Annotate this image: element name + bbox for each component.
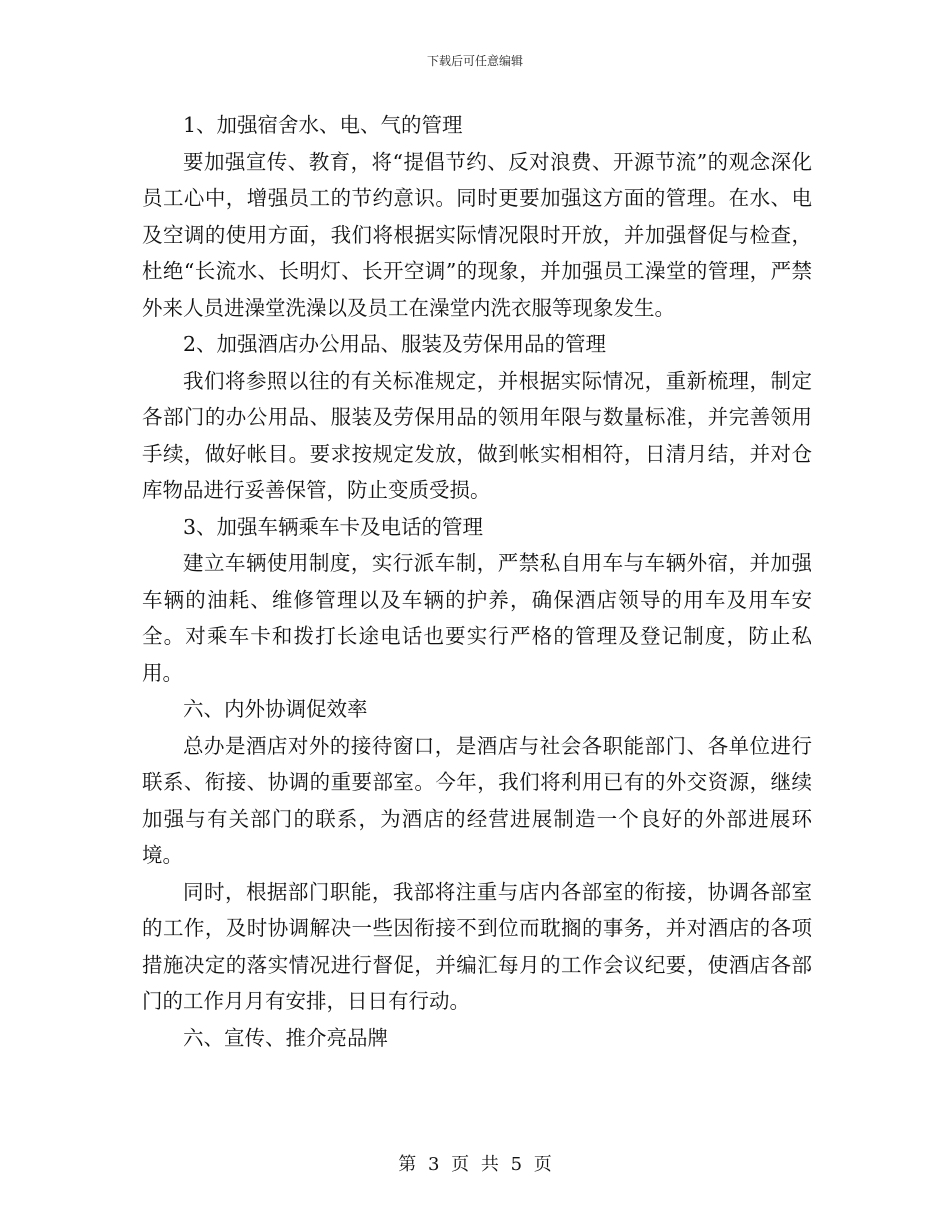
paragraph-office-supplies: 我们将参照以往的有关标准规定，并根据实际情况，重新梳理，制定各部门的办公用品、服装及劳保用品的领用年限与数量标准，并完善领用手续，做好帐目。要求按规定发放，做到帐实相相符，日清月结，并对仓库物品进行妥善保管，防止变质受损。	[142, 368, 812, 502]
paragraph-vehicles-phone: 建立车辆使用制度，实行派车制，严禁私自用车与车辆外宿，并加强车辆的油耗、维修管理以及车辆的护养，确保酒店领导的用车及用车安全。对乘车卡和拨打长途电话也要实行严格的管理及登记制度，防止私用。	[142, 551, 812, 685]
section-heading-vehicles-phone: 3、加强车辆乘车卡及电话的管理	[183, 514, 484, 539]
page-header: 下载后可任意编辑	[426, 54, 523, 68]
paragraph-external-coordination: 总办是酒店对外的接待窗口，是酒店与社会各职能部门、各单位进行联系、衔接、协调的重要部室。今年，我们将利用已有的外交资源，继续加强与有关部门的联系，为酒店的经营进展制造一个良好的外部进展环境。	[142, 733, 812, 867]
section-heading-coordination: 六、内外协调促效率	[183, 697, 368, 721]
section-heading-branding: 六、宣传、推介亮品牌	[183, 1025, 388, 1050]
paragraph-dormitory-utilities: 要加强宣传、教育，将“提倡节约、反对浪费、开源节流”的观念深化员工心中，增强员工的节约意识。同时更要加强这方面的管理。在水、电及空调的使用方面，我们将根据实际情况限时开放，并加强督促与检查，杜绝“长流水、长明灯、长开空调”的现象，并加强员工澡堂的管理，严禁外来人员进澡堂洗澡以及员工在澡堂内洗衣服等现象发生。	[142, 149, 812, 320]
document-body	[142, 107, 812, 1056]
page-number: 第 3 页 共 5 页	[398, 1154, 552, 1175]
paragraph-internal-coordination: 同时，根据部门职能，我部将注重与店内各部室的衔接，协调各部室的工作，及时协调解决一些因衔接不到位而耽搁的事务，并对酒店的各项措施决定的落实情况进行督促，并编汇每月的工作会议纪要，使酒店各部门的工作月月有安排，日日有行动。	[142, 879, 812, 1013]
section-heading-dormitory-utilities: 1、加强宿舍水、电、气的管理	[183, 113, 463, 137]
section-heading-office-supplies: 2、加强酒店办公用品、服装及劳保用品的管理	[183, 332, 607, 356]
